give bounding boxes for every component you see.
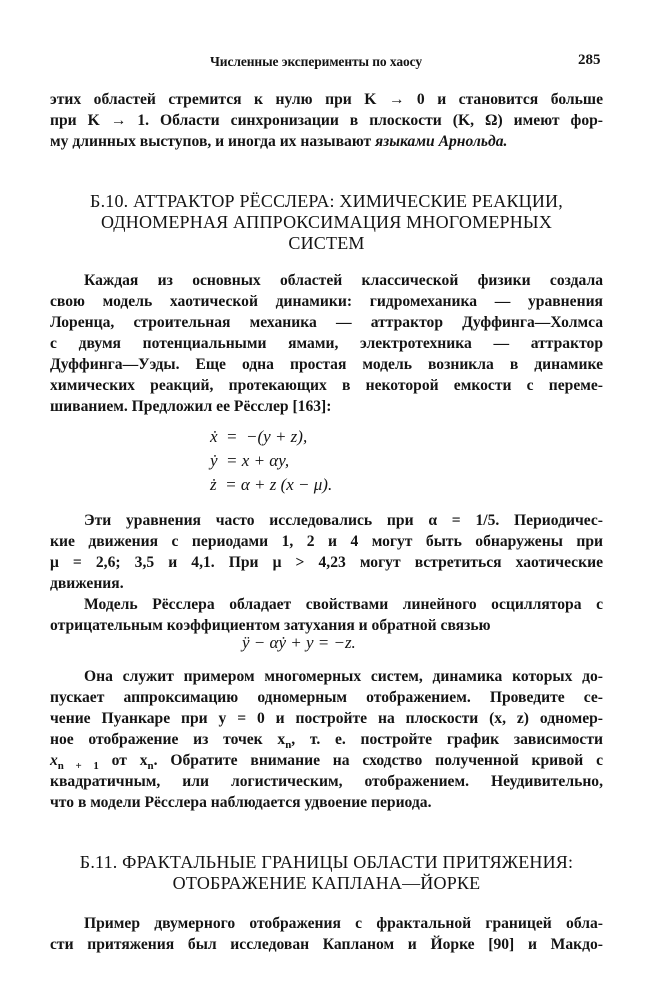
section-b10-title-3: СИСТЕМ (288, 233, 365, 253)
b10-p4-line-3: чение Пуанкаре при y = 0 и постройте на плоскости (x, z) одномер- (50, 710, 603, 727)
oscillator-equation: ÿ − αẏ + y = −z. (242, 633, 356, 652)
b10-p4-line-7: что в модели Рёсслера наблюдается удвоение периода. (50, 794, 432, 811)
b10-p2-line-1: Эти уравнения часто исследовались при α = 1/5. Периодичес- (84, 512, 603, 529)
b10-p1-line-7: шиванием. Предложил ее Рёсслер [163]: (50, 398, 332, 415)
b10-p4-line-4 (50, 729, 603, 750)
b10-p1-line-5: Дуффинга—Уэды. Еще одна простая модель возникла в динамике (50, 356, 603, 373)
b10-p4-line-5-rest: . Обратите внимание на сходство полученной кривой с (153, 752, 603, 769)
b10-p2-line-2: кие движения с периодами 1, 2 и 4 могут быть обнаружены при (50, 533, 603, 550)
subscript-n-plus-1: n + 1 (57, 759, 99, 772)
section-b10-title-2: ОДНОМЕРНАЯ АППРОКСИМАЦИЯ МНОГОМЕРНЫХ (100, 212, 553, 232)
rossler-equation-y: ẏ = x + αy, (210, 451, 290, 470)
running-title: Численные эксперименты по хаосу (210, 54, 422, 69)
b10-p4-line-4-a: ное отображение из точек x (50, 731, 286, 748)
b10-p4-line-6: квадратичным, или логистическим, отображением. Неудивительно, (50, 773, 603, 790)
b10-p1-line-4: с двумя потенциальными ямами, электротехника — аттрактор (50, 335, 603, 352)
x-symbol: x (50, 752, 58, 769)
intro-line-2: при K → 1. Области синхронизации в плоскости (K, Ω) имеют фор- (50, 112, 603, 129)
b10-p2-line-3: μ = 2,6; 3,5 и 4,1. При μ > 4,23 могут встретиться хаотические (50, 554, 603, 571)
b11-p1-line-1: Пример двумерного отображения с фрактальной границей обла- (84, 915, 603, 932)
b10-p1-line-3: Лоренца, строительная механика — аттрактор Дуффинга—Холмса (50, 314, 603, 331)
rossler-equation-x: ẋ = −(y + z), (210, 427, 308, 446)
b11-p1-line-2: сти притяжения был исследован Капланом и Йорке [90] и Макдо- (50, 936, 603, 953)
b10-p3-line-1: Модель Рёсслера обладает свойствами линейного осциллятора с (84, 596, 603, 613)
b10-p1-line-2: свою модель хаотической динамики: гидромеханика — уравнения (50, 293, 603, 310)
b10-p3-line-2: отрицательным коэффициентом затухания и обратной связью (50, 617, 491, 634)
subscript-n-2: n (147, 759, 154, 772)
rossler-equation-z: ż = α + z (x − μ). (210, 475, 333, 494)
b10-p4-line-5-from: от x (98, 752, 148, 769)
b10-p1-line-6: химических реакций, протекающих в некоторой емкости с переме- (50, 377, 603, 394)
subscript-n: n (285, 738, 292, 751)
arnold-tongues-term: языками Арнольда. (375, 133, 508, 150)
b10-p4-line-1: Она служит примером многомерных систем, динамика которых до- (84, 668, 603, 685)
section-b11-title-2: ОТОБРАЖЕНИЕ КАПЛАНА—ЙОРКЕ (172, 873, 481, 893)
page-number: 285 (578, 52, 601, 68)
b10-p2-line-4: движения. (50, 575, 124, 592)
intro-line-1: этих областей стремится к нулю при K → 0 и становится больше (50, 91, 603, 108)
b10-p4-line-5 (50, 750, 603, 771)
intro-line-3-text: му длинных выступов, и иногда их называют (50, 133, 376, 150)
b10-p1-line-1: Каждая из основных областей классической физики создала (84, 272, 603, 289)
section-b11-title-1: Б.11. ФРАКТАЛЬНЫЕ ГРАНИЦЫ ОБЛАСТИ ПРИТЯЖЕНИЯ: (79, 852, 574, 872)
b10-p4-line-2: пускает аппроксимацию одномерным отображением. Проведите се- (50, 689, 603, 706)
section-b10-title-1: Б.10. АТТРАКТОР РЁССЛЕРА: ХИМИЧЕСКИЕ РЕАКЦИИ, (90, 191, 563, 211)
b10-p4-line-4-b: , т. е. постройте график зависимости (291, 731, 603, 748)
intro-line-3 (50, 131, 603, 152)
